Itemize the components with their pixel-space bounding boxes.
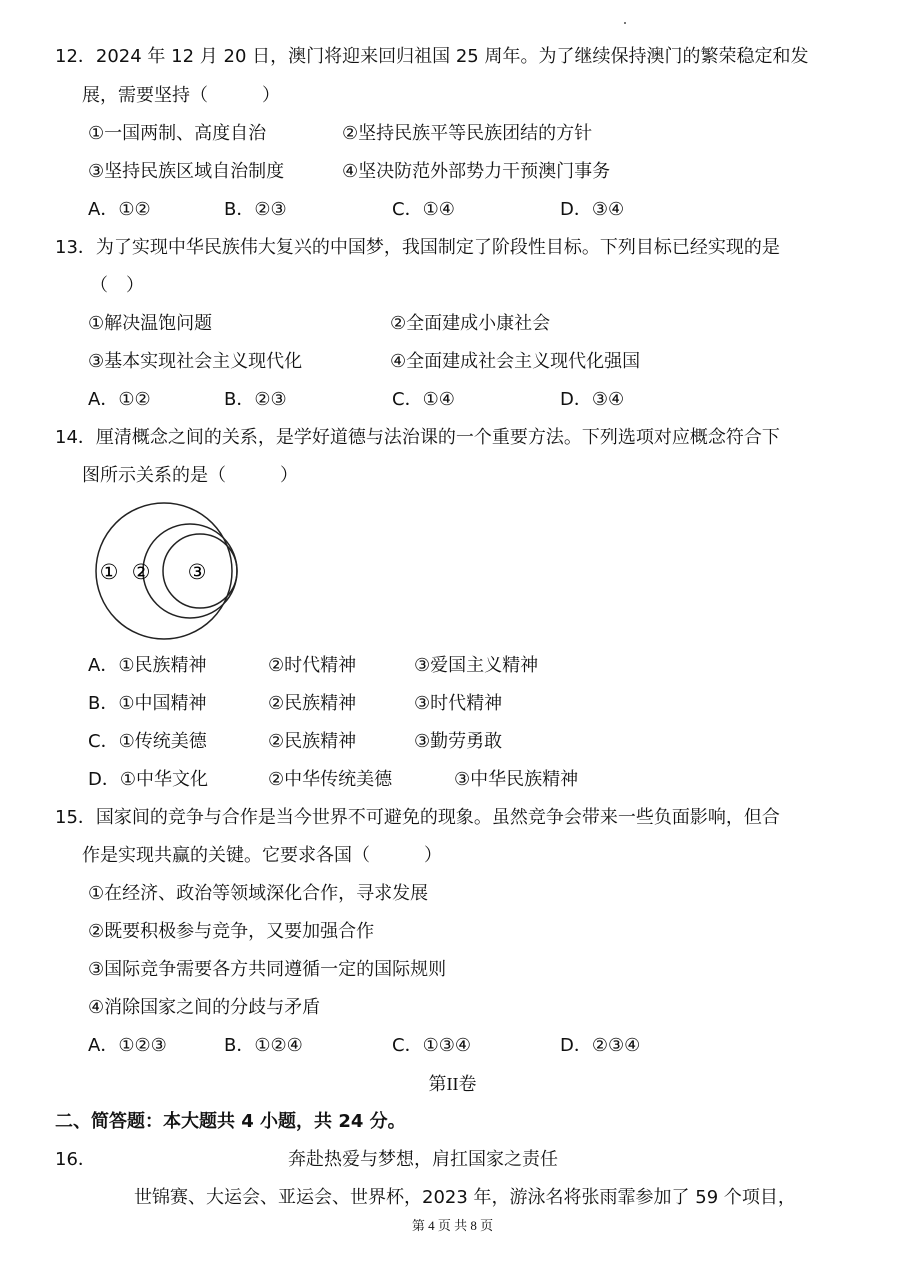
q15-item-1: ①在经济、政治等领域深化合作，寻求发展 bbox=[88, 883, 429, 904]
q14-option-a-1: A．①民族精神 bbox=[88, 655, 207, 676]
q13-item-1: ①解决温饱问题 bbox=[88, 313, 213, 334]
q13-item-4: ④全面建成社会主义现代化强国 bbox=[390, 351, 641, 372]
q15-item-4: ④消除国家之间的分歧与矛盾 bbox=[88, 997, 321, 1018]
q13-choice-d: D．③④ bbox=[560, 389, 625, 410]
q12-item-2: ②坚持民族平等民族团结的方针 bbox=[342, 123, 593, 144]
q13-stem-line1: 13．为了实现中华民族伟大复兴的中国梦，我国制定了阶段性目标。下列目标已经实现的是 bbox=[55, 237, 780, 258]
q15-item-2: ②既要积极参与竞争，又要加强合作 bbox=[88, 921, 375, 942]
q12-choice-c: C．①④ bbox=[392, 199, 455, 220]
circle-label-1: ① bbox=[99, 560, 119, 584]
q14-option-b-1: B．①中国精神 bbox=[88, 693, 207, 714]
q12-choice-b: B．②③ bbox=[224, 199, 287, 220]
q14-option-c-2: ②民族精神 bbox=[268, 731, 357, 752]
circle-label-2: ② bbox=[131, 560, 151, 584]
q14-option-b-2: ②民族精神 bbox=[268, 693, 357, 714]
q13-item-3: ③基本实现社会主义现代化 bbox=[88, 351, 303, 372]
nested-circles-diagram bbox=[90, 500, 250, 642]
q16-paragraph: 世锦赛、大运会、亚运会、世界杯，2023 年，游泳名将张雨霏参加了 59 个项目， bbox=[134, 1187, 796, 1208]
q14-option-c-1: C．①传统美德 bbox=[88, 731, 207, 752]
circle-label-3: ③ bbox=[187, 560, 207, 584]
q15-choice-b: B．①②④ bbox=[224, 1035, 303, 1056]
page-footer: 第 4 页 共 8 页 bbox=[411, 1218, 494, 1233]
q12-item-4: ④坚决防范外部势力干预澳门事务 bbox=[342, 161, 611, 182]
q12-item-1: ①一国两制、高度自治 bbox=[88, 123, 267, 144]
q14-option-a-3: ③爱国主义精神 bbox=[414, 655, 539, 676]
q13-choice-b: B．②③ bbox=[224, 389, 287, 410]
q13-choice-c: C．①④ bbox=[392, 389, 455, 410]
speck bbox=[624, 22, 626, 24]
q12-stem-line1: 12．2024 年 12 月 20 日，澳门将迎来回归祖国 25 周年。为了继续保持澳门的繁荣稳定和发 bbox=[55, 46, 809, 67]
q13-stem-line2: （ ） bbox=[90, 275, 144, 296]
q15-item-3: ③国际竞争需要各方共同遵循一定的国际规则 bbox=[88, 959, 447, 980]
q12-choice-a: A．①② bbox=[88, 199, 151, 220]
q15-stem-line1: 15．国家间的竞争与合作是当今世界不可避免的现象。虽然竞争会带来一些负面影响，但合 bbox=[55, 807, 780, 828]
q14-option-c-3: ③勤劳勇敢 bbox=[414, 731, 503, 752]
volume-heading: 第II卷 bbox=[428, 1074, 477, 1094]
q14-option-d-1: D．①中华文化 bbox=[88, 769, 208, 790]
q14-option-a-2: ②时代精神 bbox=[268, 655, 357, 676]
q15-choice-a: A．①②③ bbox=[88, 1035, 167, 1056]
q13-choice-a: A．①② bbox=[88, 389, 151, 410]
q12-item-3: ③坚持民族区域自治制度 bbox=[88, 161, 285, 182]
q14-stem-line2: 图所示关系的是（ ） bbox=[82, 465, 298, 486]
section-heading: 二、简答题：本大题共 4 小题，共 24 分。 bbox=[55, 1111, 406, 1132]
q14-stem-line1: 14．厘清概念之间的关系，是学好道德与法治课的一个重要方法。下列选项对应概念符合下 bbox=[55, 427, 780, 448]
q14-option-d-3: ③中华民族精神 bbox=[454, 769, 579, 790]
q15-choice-c: C．①③④ bbox=[392, 1035, 471, 1056]
q15-stem-line2: 作是实现共赢的关键。它要求各国（ ） bbox=[82, 845, 442, 866]
q14-option-b-3: ③时代精神 bbox=[414, 693, 503, 714]
q16-title: 奔赴热爱与梦想，肩扛国家之责任 bbox=[288, 1149, 558, 1170]
q16-number: 16． bbox=[55, 1149, 96, 1170]
q13-item-2: ②全面建成小康社会 bbox=[390, 313, 551, 334]
q12-stem-line2: 展，需要坚持（ ） bbox=[82, 85, 280, 106]
q15-choice-d: D．②③④ bbox=[560, 1035, 641, 1056]
q12-choice-d: D．③④ bbox=[560, 199, 625, 220]
q14-option-d-2: ②中华传统美德 bbox=[268, 769, 393, 790]
